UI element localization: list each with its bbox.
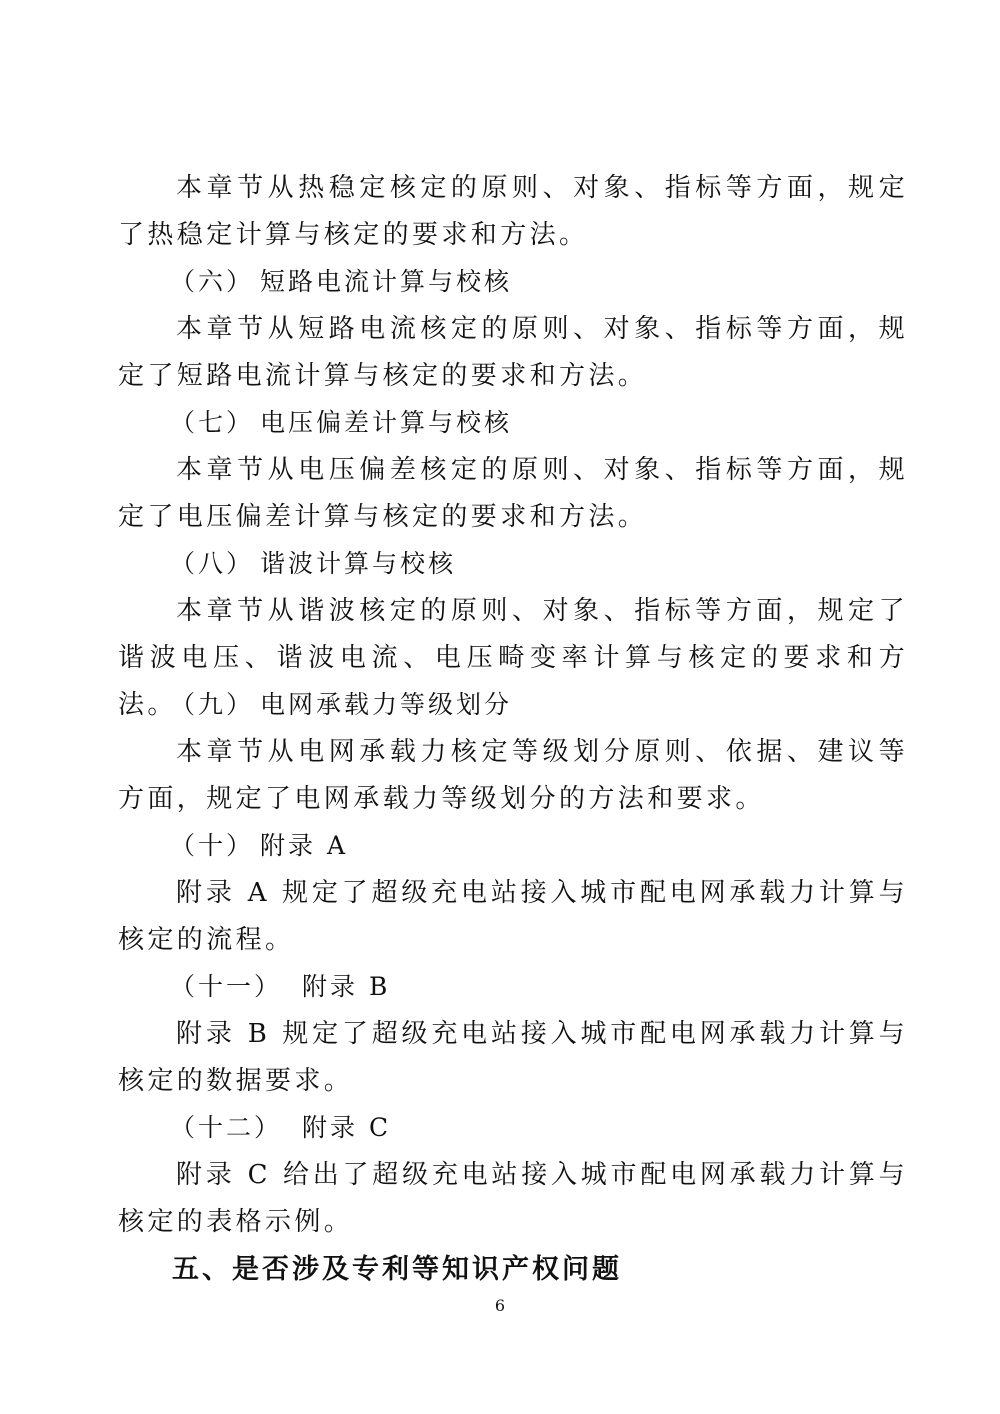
heading-title: 附录 C [302, 1113, 392, 1142]
heading-short-circuit [170, 262, 512, 302]
heading-title: 附录 B [302, 972, 391, 1001]
heading-number: （八） [170, 549, 255, 578]
paragraph-appendix-b: 附录 B 规定了超级充电站接入城市配电网承载力计算与核定的数据要求。 [118, 1019, 908, 1096]
heading-number: （十一） [170, 972, 283, 1001]
paragraph-thermal-stability: 本章节从热稳定核定的原则、对象、指标等方面，规定了热稳定计算与核定的要求和方法。 [118, 173, 908, 250]
heading-number: （六） [170, 267, 255, 296]
heading-title: 附录 A [260, 831, 349, 860]
heading-capacity-grading [170, 685, 512, 725]
heading-title: 电压偏差计算与校核 [260, 408, 513, 437]
heading-title: 谐波计算与校核 [260, 549, 457, 578]
heading-number: （十二） [170, 1113, 283, 1142]
paragraph-harmonics: 本章节从谐波核定的原则、对象、指标等方面，规定了谐波电压、谐波电流、电压畸变率计算与核定的要求和方法。 [118, 596, 908, 720]
heading-title: 电网承载力等级划分 [260, 690, 513, 719]
page-number: 6 [494, 1296, 506, 1315]
paragraph-appendix-a: 附录 A 规定了超级充电站接入城市配电网承载力计算与核定的流程。 [118, 878, 908, 955]
heading-number: （十） [170, 831, 255, 860]
heading-number: （九） [170, 690, 255, 719]
heading-harmonics [170, 544, 456, 584]
section-title: 五、是否涉及专利等知识产权问题 [172, 1254, 622, 1285]
paragraph-voltage-deviation: 本章节从电压偏差核定的原则、对象、指标等方面，规定了电压偏差计算与核定的要求和方法。 [118, 455, 908, 532]
heading-appendix-b [170, 967, 390, 1007]
heading-voltage-deviation [170, 403, 512, 443]
paragraph-capacity-grading: 本章节从电网承载力核定等级划分原则、依据、建议等方面，规定了电网承载力等级划分的方法和要求。 [118, 737, 908, 814]
paragraph-short-circuit: 本章节从短路电流核定的原则、对象、指标等方面，规定了短路电流计算与核定的要求和方法。 [118, 314, 908, 391]
heading-appendix-a [170, 826, 348, 866]
heading-title: 短路电流计算与校核 [260, 267, 513, 296]
paragraph-appendix-c: 附录 C 给出了超级充电站接入城市配电网承载力计算与核定的表格示例。 [118, 1160, 908, 1237]
heading-appendix-c [170, 1108, 391, 1148]
heading-number: （七） [170, 408, 255, 437]
